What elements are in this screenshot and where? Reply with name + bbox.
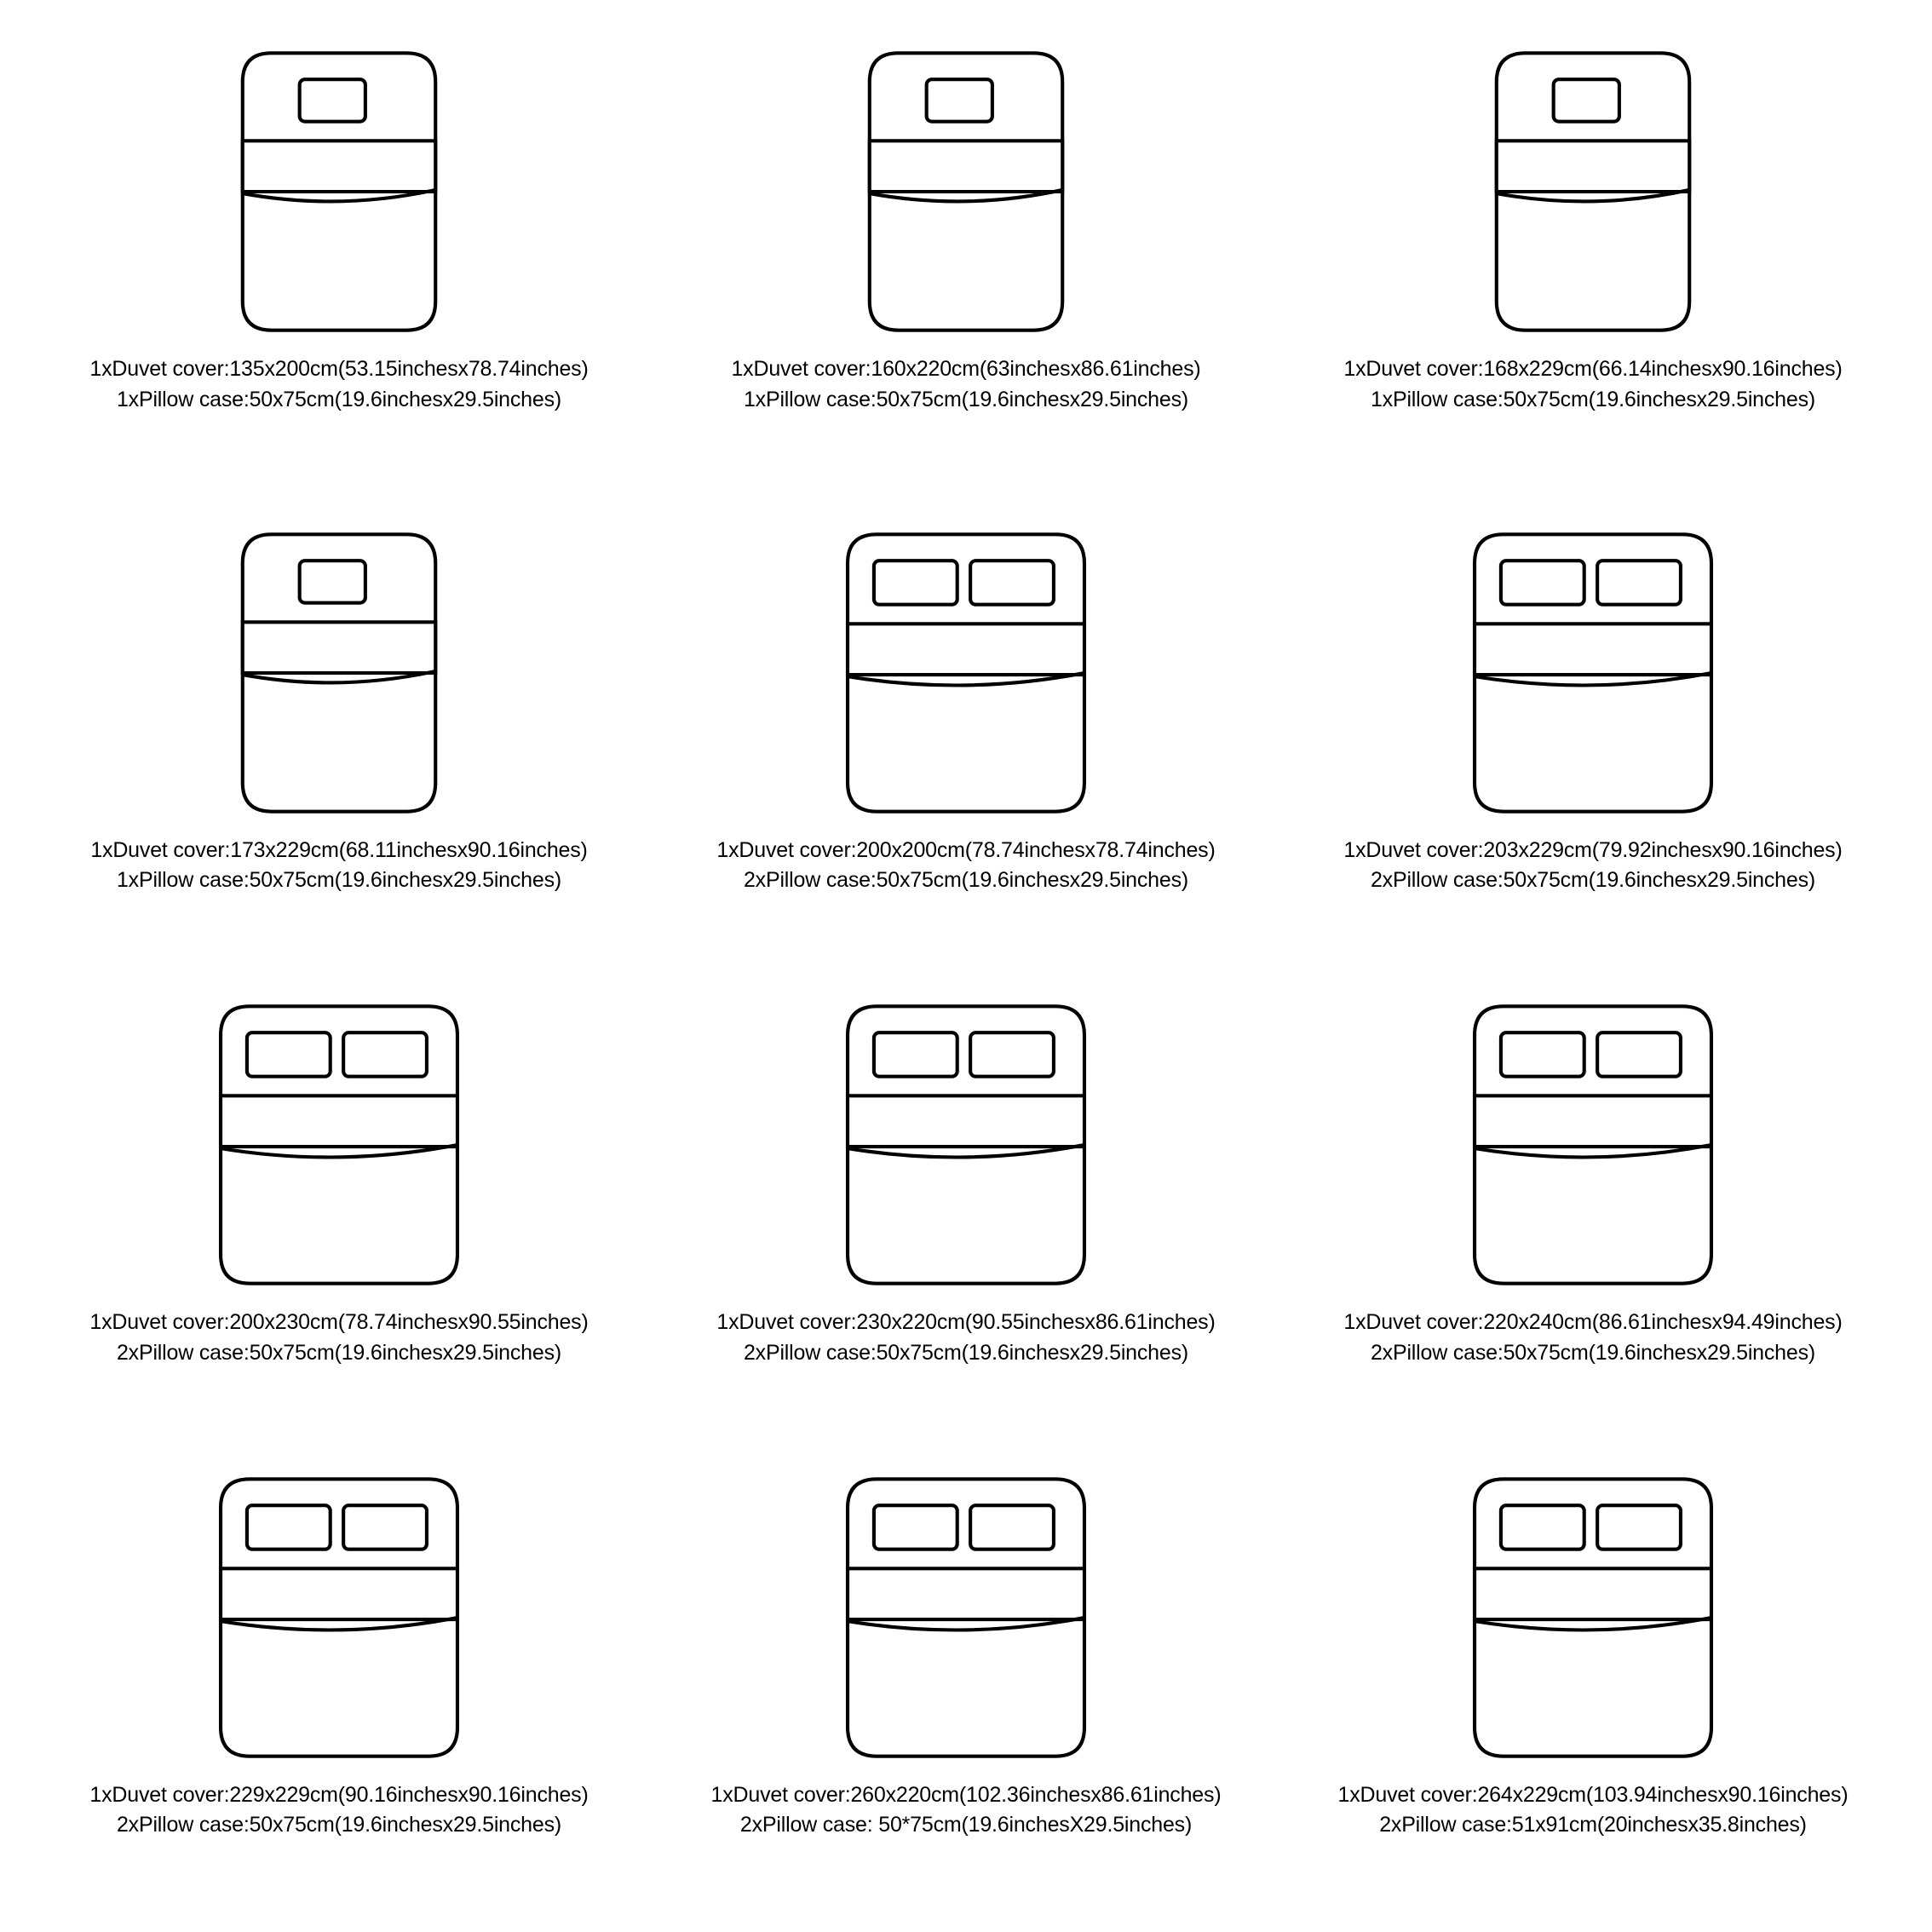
bedding-option-10	[26, 1452, 653, 1924]
caption-line-2: 2xPillow case: 50*75cm(19.6inchesX29.5inches)	[739, 1813, 1193, 1837]
bedding-option-11	[653, 1452, 1279, 1924]
bedding-option-6	[1279, 507, 1906, 980]
caption-line-2: 2xPillow case:50x75cm(19.6inchesx29.5inches)	[116, 1813, 562, 1837]
double-bed-duvet-icon	[198, 996, 480, 1294]
caption-line-2: 2xPillow case:50x75cm(19.6inchesx29.5inches)	[116, 1340, 562, 1365]
option-caption	[731, 354, 1200, 415]
caption-line-1: 1xDuvet cover:229x229cm(90.16inchesx90.16inches)	[89, 1782, 589, 1807]
caption-line-1: 1xDuvet cover:264x229cm(103.94inchesx90.16inches)	[1337, 1782, 1849, 1807]
option-caption	[89, 1308, 588, 1368]
caption-line-1: 1xDuvet cover:135x200cm(53.15inchesx78.74inches)	[89, 357, 589, 381]
single-bed-duvet-icon	[1461, 43, 1725, 341]
option-caption	[89, 1780, 588, 1841]
caption-line-1: 1xDuvet cover:200x230cm(78.74inchesx90.55inches)	[89, 1310, 589, 1334]
bedding-option-3	[1279, 34, 1906, 507]
option-caption	[1343, 1308, 1842, 1368]
option-caption	[711, 1780, 1222, 1841]
double-bed-duvet-icon	[198, 1469, 480, 1767]
caption-line-2: 2xPillow case:51x91cm(20inchesx35.8inches)	[1379, 1813, 1807, 1837]
caption-line-1: 1xDuvet cover:160x220cm(63inchesx86.61inches)	[731, 357, 1201, 381]
caption-line-1: 1xDuvet cover:230x220cm(90.55inchesx86.61inches)	[716, 1310, 1216, 1334]
caption-line-2: 2xPillow case:50x75cm(19.6inchesx29.5inches)	[743, 868, 1189, 892]
caption-line-1: 1xDuvet cover:173x229cm(68.11inchesx90.16inches)	[90, 837, 588, 862]
caption-line-2: 2xPillow case:50x75cm(19.6inchesx29.5inches)	[743, 1340, 1189, 1365]
bedding-option-7	[26, 979, 653, 1452]
caption-line-1: 1xDuvet cover:200x200cm(78.74inchesx78.74inches)	[716, 837, 1216, 862]
double-bed-duvet-icon	[825, 524, 1107, 822]
caption-line-1: 1xDuvet cover:260x220cm(102.36inchesx86.61inches)	[710, 1782, 1222, 1807]
double-bed-duvet-icon	[1452, 524, 1734, 822]
option-caption	[1338, 1780, 1849, 1841]
caption-line-2: 1xPillow case:50x75cm(19.6inchesx29.5inches)	[743, 387, 1189, 411]
caption-line-2: 1xPillow case:50x75cm(19.6inchesx29.5inches)	[1370, 387, 1816, 411]
double-bed-duvet-icon	[825, 1469, 1107, 1767]
bedding-option-12	[1279, 1452, 1906, 1924]
single-bed-duvet-icon	[834, 43, 1098, 341]
bedding-option-9	[1279, 979, 1906, 1452]
caption-line-1: 1xDuvet cover:203x229cm(79.92inchesx90.16inches)	[1343, 837, 1843, 862]
caption-line-2: 2xPillow case:50x75cm(19.6inchesx29.5inches)	[1370, 1340, 1816, 1365]
double-bed-duvet-icon	[825, 996, 1107, 1294]
caption-line-2: 1xPillow case:50x75cm(19.6inchesx29.5inches)	[116, 387, 562, 411]
single-bed-duvet-icon	[207, 43, 471, 341]
option-caption	[1343, 354, 1842, 415]
bedding-option-8	[653, 979, 1279, 1452]
caption-line-1: 1xDuvet cover:168x229cm(66.14inchesx90.16inches)	[1343, 357, 1843, 381]
caption-line-1: 1xDuvet cover:220x240cm(86.61inchesx94.49inches)	[1343, 1310, 1843, 1334]
option-caption	[716, 1308, 1215, 1368]
bedding-option-1	[26, 34, 653, 507]
option-caption	[89, 354, 588, 415]
bedding-option-4	[26, 507, 653, 980]
option-caption	[90, 836, 587, 896]
option-caption	[1343, 836, 1842, 896]
option-caption	[716, 836, 1215, 896]
caption-line-2: 2xPillow case:50x75cm(19.6inchesx29.5inches)	[1370, 868, 1816, 892]
double-bed-duvet-icon	[1452, 1469, 1734, 1767]
single-bed-duvet-icon	[207, 524, 471, 822]
bedding-option-5	[653, 507, 1279, 980]
double-bed-duvet-icon	[1452, 996, 1734, 1294]
bedding-option-2	[653, 34, 1279, 507]
caption-line-2: 1xPillow case:50x75cm(19.6inchesx29.5inches)	[116, 868, 562, 892]
